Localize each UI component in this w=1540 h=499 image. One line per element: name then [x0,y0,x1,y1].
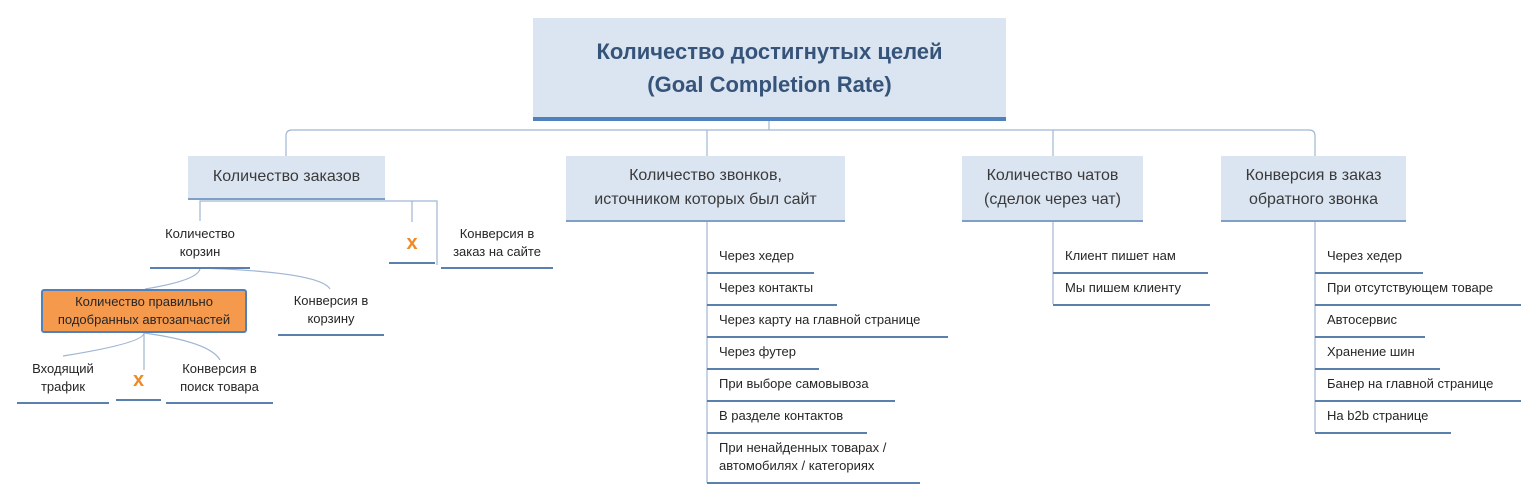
list-item: Через футер [707,338,819,370]
list-item: Банер на главной странице [1315,370,1521,402]
list-item-line2: автомобилях / категориях [719,458,875,473]
root-title-line2: (Goal Completion Rate) [647,71,892,97]
multiply-operator: x [389,232,435,264]
node-carts-line1: Количество [165,226,235,241]
node-parts-line1: Количество правильно [75,294,213,309]
branch-calls-line2: источником которых был сайт [594,191,817,208]
multiply-operator-2: x [116,369,161,401]
list-item: Хранение шин [1315,338,1440,370]
node-conversion-cart-line1: Конверсия в [293,293,369,308]
list-item: Клиент пишет нам [1053,242,1208,274]
branch-calls-line1: Количество звонков, [629,167,782,184]
node-conversion-order-line1: Конверсия в [459,226,535,241]
list-item: Мы пишем клиенту [1053,274,1210,306]
list-item: Через хедер [1315,242,1423,274]
node-conversion-order [441,222,553,269]
list-item [707,434,920,484]
branch-callback [1221,156,1406,222]
node-conversion-order-line2: заказ на сайте [453,244,541,259]
branch-orders [188,156,385,200]
branch-callback-line2: обратного звонка [1248,191,1379,208]
node-conversion-search [166,357,273,404]
branch-orders-label: Количество заказов [212,168,361,185]
list-item: В разделе контактов [707,402,867,434]
node-incoming-traffic-line2: трафик [40,379,86,394]
list-item: Через контакты [707,274,837,306]
list-item: Через хедер [707,242,814,274]
node-conversion-cart [278,289,384,336]
node-incoming-traffic-line1: Входящий [32,361,94,376]
node-conversion-search-line2: поиск товара [180,379,259,394]
branch-chats-line1: Количество чатов [986,167,1119,184]
branch-calls [566,156,845,222]
list-item: Автосервис [1315,306,1425,338]
branch-callback-line1: Конверсия в заказ [1245,167,1382,184]
branch-chats-line2: (сделок через чат) [984,191,1121,208]
node-carts [150,222,250,269]
list-item: При выборе самовывоза [707,370,895,402]
list-item: Через карту на главной странице [707,306,948,338]
root-title-line1: Количество достигнутых целей [596,38,943,64]
node-conversion-search-line1: Конверсия в [182,361,257,376]
branch-chats [962,156,1143,222]
list-item: На b2b странице [1315,402,1451,434]
node-parts-line2: подобранных автозапчастей [57,312,231,327]
list-item-line1: При ненайденных товарах / [719,440,887,455]
list-item: При отсутствующем товаре [1315,274,1521,306]
root-node [533,18,1006,121]
node-incoming-traffic [17,357,109,404]
node-parts-highlighted [41,289,247,333]
node-carts-line2: корзин [179,244,221,259]
node-conversion-cart-line2: корзину [307,311,355,326]
